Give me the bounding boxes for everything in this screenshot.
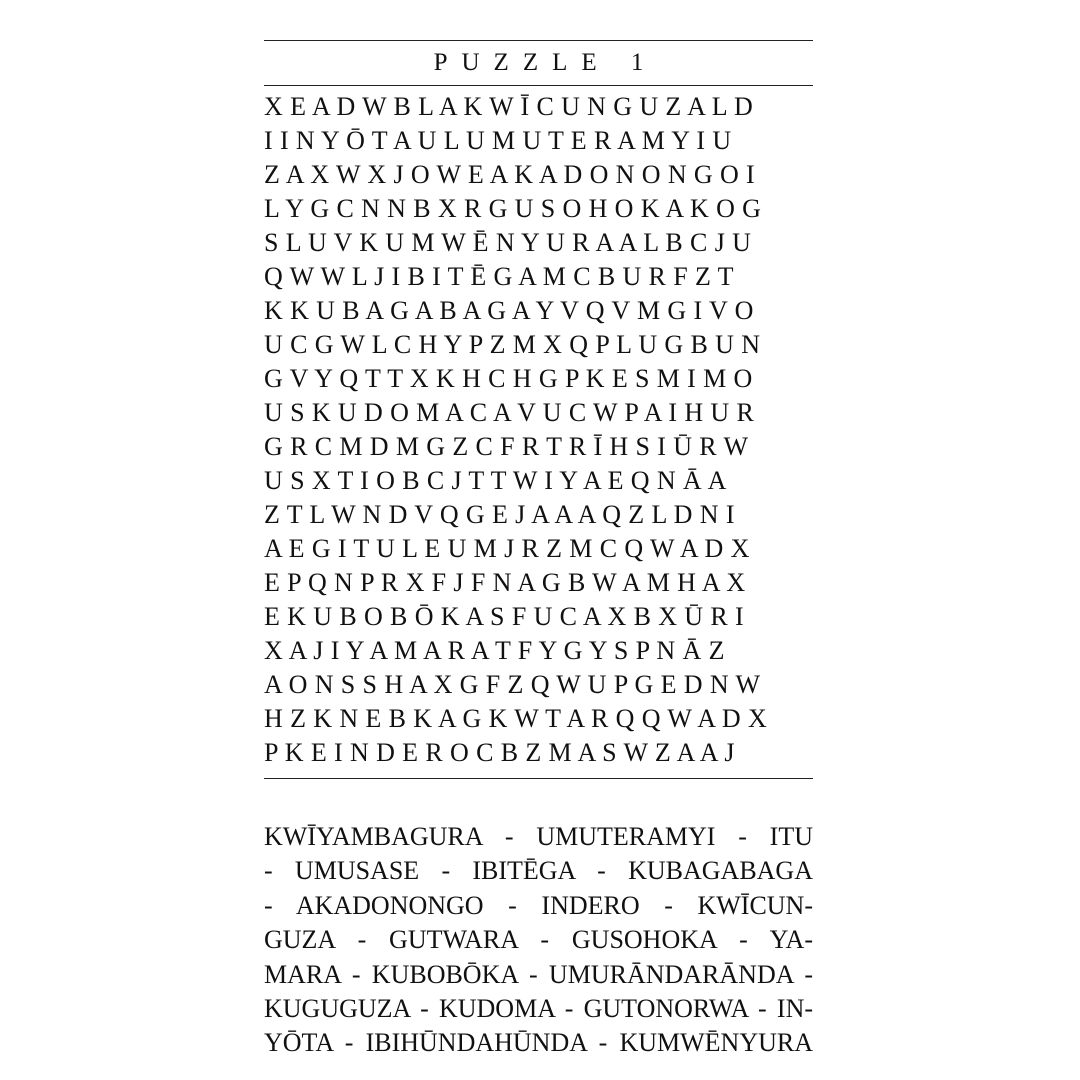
- word-list: [264, 820, 813, 1061]
- top-rule: [264, 40, 813, 41]
- word-list-line: GUZA - GUTWARA - GUSOHOKA - YA-: [264, 925, 813, 955]
- grid-row: Z T L W N D V Q G E J A A A Q Z L D N I: [264, 500, 735, 529]
- grid-row: S L U V K U M W Ē N Y U R A A L B C J U: [264, 228, 752, 257]
- grid-row: G R C M D M G Z C F R T R Ī H S I Ū R W: [264, 432, 749, 461]
- grid-row: I I N Y Ō T A U L U M U T E R A M Y I U: [264, 126, 732, 155]
- grid-row: U C G W L C H Y P Z M X Q P L U G B U N: [264, 330, 761, 359]
- word-list-line: KUGUGUZA - KUDOMA - GUTONORWA - IN-: [264, 993, 813, 1023]
- grid-row: P K E I N D E R O C B Z M A S W Z A A J: [264, 738, 735, 767]
- word-list-line: KWĪYAMBAGURA - UMUTERAMYI - ITU: [264, 822, 813, 851]
- grid-row: U S X T I O B C J T T W I Y A E Q N Ā A: [264, 466, 727, 495]
- grid-row: X A J I Y A M A R A T F Y G Y S P N Ā Z: [264, 636, 725, 665]
- word-list-line: MARA - KUBOBŌKA - UMURĀNDARĀNDA -: [264, 959, 813, 989]
- grid-row: Z A X W X J O W E A K A D O N O N G O I: [264, 160, 756, 189]
- title-underline-rule: [264, 85, 813, 86]
- grid-row: E K U B O B Ō K A S F U C A X B X Ū R I: [264, 602, 745, 631]
- grid-row: E P Q N P R X F J F N A G B W A M H A X: [264, 568, 746, 597]
- grid-row: K K U B A G A B A G A Y V Q V M G I V O: [264, 296, 754, 325]
- word-list-line: - UMUSASE - IBITĒGA - KUBAGABAGA: [264, 856, 813, 886]
- grid-row: H Z K N E B K A G K W T A R Q Q W A D X: [264, 704, 768, 733]
- grid-row: A E G I T U L E U M J R Z M C Q W A D X: [264, 534, 750, 563]
- grid-row: L Y G C N N B X R G U S O H O K A K O G: [264, 194, 762, 223]
- grid-row: A O N S S H A X G F Z Q W U P G E D N W: [264, 670, 761, 699]
- grid-row: X E A D W B L A K W Ī C U N G U Z A L D: [264, 92, 754, 121]
- puzzle-title: PUZZLE 1: [433, 49, 658, 76]
- grid-row: U S K U D O M A C A V U C W P A I H U R: [264, 398, 755, 427]
- grid-row: Q W W L J I B I T Ē G A M C B U R F Z T: [264, 262, 734, 291]
- grid-row: G V Y Q T T X K H C H G P K E S M I M O: [264, 364, 753, 393]
- bottom-rule: [264, 778, 813, 779]
- word-list-line: - AKADONONGO - INDERO - KWĪCUN-: [264, 890, 813, 920]
- word-list-line: YŌTA - IBIHŪNDAHŪNDA - KUMWĒNYURA: [264, 1028, 813, 1058]
- letter-grid: [264, 90, 824, 772]
